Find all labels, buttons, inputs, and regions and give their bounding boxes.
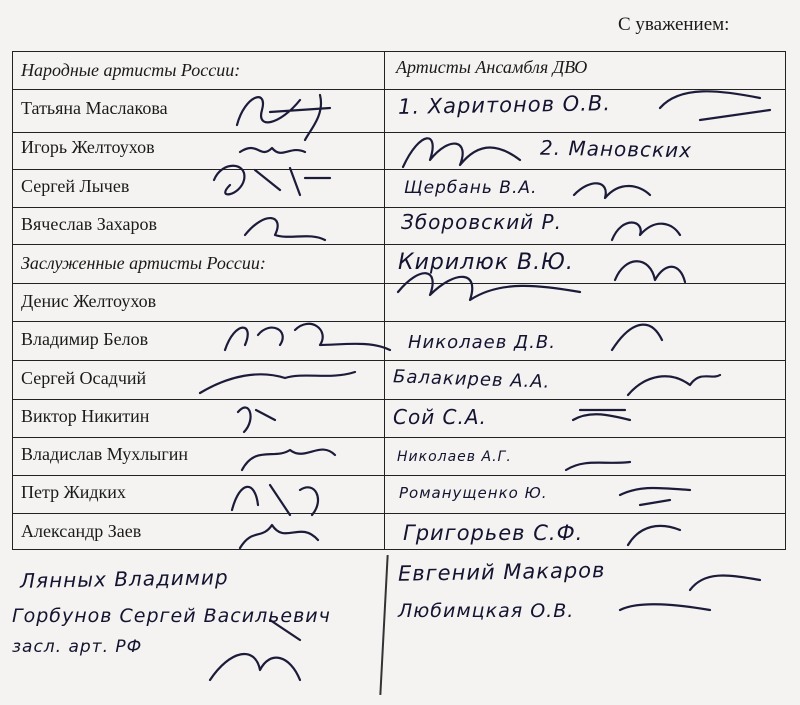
artist-name: Сергей Осадчий [21, 368, 147, 388]
handwritten-name: Григорьев С.Ф. [403, 521, 584, 545]
artist-name: Владислав Мухлыгин [21, 444, 189, 464]
handwritten-note: Горбунов Сергей Васильевич [12, 605, 331, 627]
artist-name: Денис Желтоухов [21, 291, 157, 311]
artist-name: Виктор Никитин [21, 406, 150, 426]
handwritten-note: Лянных Владимир [19, 565, 229, 593]
left-column-subheader: Заслуженные артисты России: [21, 253, 266, 273]
handwritten-name: Николаев А.Г. [397, 449, 512, 465]
handwritten-name: Сой С.А. [393, 405, 487, 429]
handwritten-name: Балакирев А.А. [392, 366, 551, 393]
handwritten-name: 1. Харитонов О.В. [397, 91, 612, 119]
handwritten-note: Евгений Макаров [397, 558, 606, 586]
handwritten-name: 2. Мановских [539, 135, 693, 163]
artist-name: Александр Заев [21, 521, 142, 541]
artist-name: Игорь Желтоухов [21, 137, 155, 157]
handwritten-name: Николаев Д.В. [408, 332, 556, 353]
right-column-header: Артисты Ансамбля ДВО [396, 57, 588, 77]
handwritten-name: Кирилюк В.Ю. [398, 250, 574, 275]
handwritten-name: Щербань В.А. [404, 178, 538, 198]
artist-name: Вячеслав Захаров [21, 214, 157, 234]
handwritten-note: Любимцкая О.В. [398, 600, 575, 622]
artist-name: Владимир Белов [21, 329, 149, 349]
handwritten-name: Зборовский Р. [401, 210, 562, 234]
artist-name: Татьяна Маслакова [21, 98, 168, 118]
left-column-header: Народные артисты России: [21, 60, 241, 80]
handwritten-note: засл. арт. РФ [12, 637, 143, 657]
artist-name: Сергей Лычев [21, 176, 130, 196]
handwritten-name: Романущенко Ю. [399, 484, 548, 502]
greeting: С уважением: [618, 14, 730, 35]
artist-name: Петр Жидких [21, 482, 126, 502]
